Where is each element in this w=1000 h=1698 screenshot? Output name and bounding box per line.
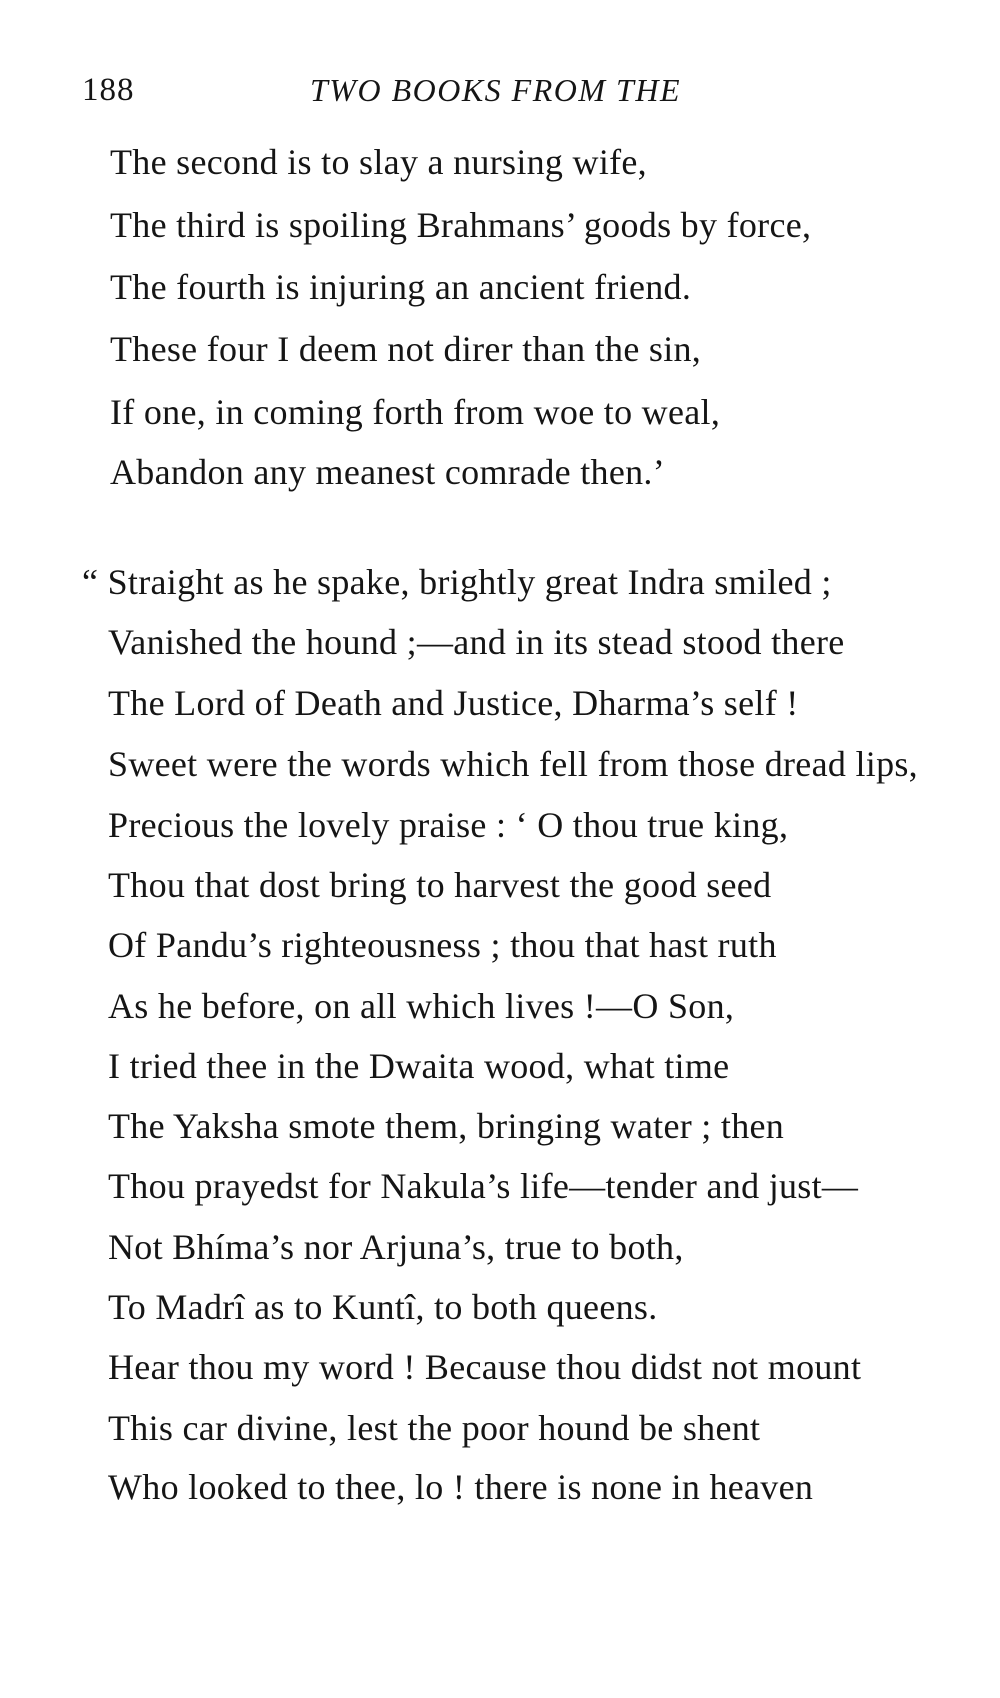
verse-line: Not Bhíma’s nor Arjuna’s, true to both, bbox=[108, 1227, 684, 1267]
verse-line: The fourth is injuring an ancient friend. bbox=[110, 267, 692, 307]
verse-line: The Yaksha smote them, bringing water ; then bbox=[108, 1106, 785, 1146]
verse-line: The Lord of Death and Justice, Dharma’s self ! bbox=[108, 683, 799, 723]
verse-line: I tried thee in the Dwaita wood, what time bbox=[108, 1046, 730, 1086]
verse-line: The third is spoiling Brahmans’ goods by force, bbox=[110, 205, 812, 245]
verse-line: Precious the lovely praise : ‘ O thou true king, bbox=[108, 805, 789, 845]
verse-line: Abandon any meanest comrade then.’ bbox=[110, 452, 665, 492]
verse-line: These four I deem not direr than the sin, bbox=[110, 329, 702, 369]
verse-line: Thou prayedst for Nakula’s life—tender and just— bbox=[108, 1166, 859, 1206]
verse-line: “ Straight as he spake, brightly great Indra smiled ; bbox=[82, 562, 832, 602]
verse-line: The second is to slay a nursing wife, bbox=[110, 142, 647, 182]
verse-line: Vanished the hound ;—and in its stead stood there bbox=[108, 622, 845, 662]
verse-line: Thou that dost bring to harvest the good seed bbox=[108, 865, 772, 905]
verse-line: As he before, on all which lives !—O Son, bbox=[108, 986, 735, 1026]
verse-line: Who looked to thee, lo ! there is none in heaven bbox=[108, 1467, 814, 1507]
verse-line: This car divine, lest the poor hound be shent bbox=[108, 1408, 761, 1448]
verse-line: To Madrî as to Kuntî, to both queens. bbox=[108, 1287, 658, 1327]
verse-line: Sweet were the words which fell from those dread lips, bbox=[108, 744, 918, 784]
running-head: TWO BOOKS FROM THE bbox=[310, 72, 681, 108]
verse-line: Of Pandu’s righteousness ; thou that hast ruth bbox=[108, 925, 777, 965]
verse-line: Hear thou my word ! Because thou didst not mount bbox=[108, 1347, 862, 1387]
page-header bbox=[0, 72, 1000, 132]
page-number: 188 bbox=[82, 72, 135, 108]
verse-line: If one, in coming forth from woe to weal, bbox=[110, 392, 721, 432]
